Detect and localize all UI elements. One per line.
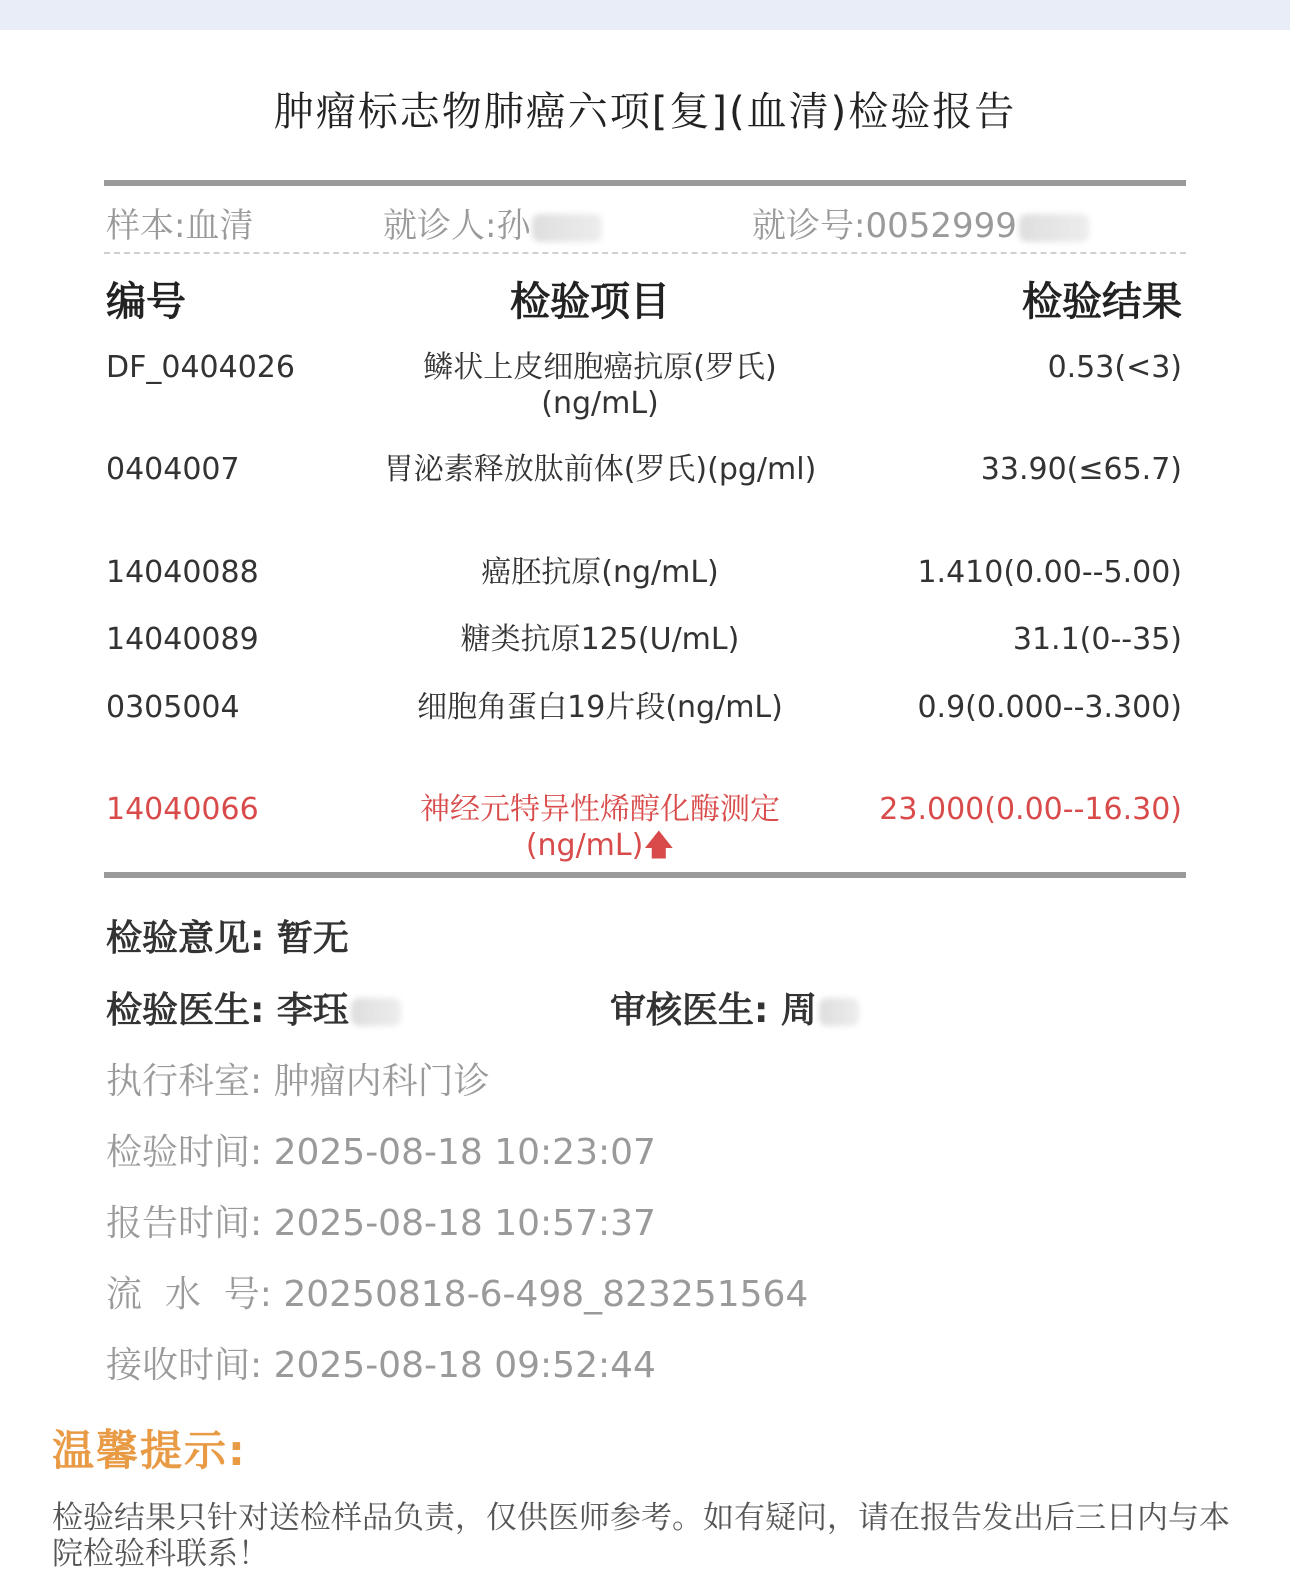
tips-title: 温馨提示:: [52, 1426, 247, 1475]
tips-text: 检验结果只针对送检样品负责，仅供医师参考。如有疑问，请在报告发出后三日内与本院检验科联系！: [52, 1500, 1230, 1572]
column-header-code: 编号: [106, 279, 186, 325]
table-row-item-abnormal: 神经元特异性烯醇化酶测定(ng/mL)🡅: [420, 792, 780, 863]
table-row-code-abnormal: 14040066: [106, 792, 259, 827]
test-opinion: 检验意见: 暂无: [106, 918, 349, 959]
table-row-code: 0305004: [106, 690, 240, 725]
sample-type: 样本:血清: [106, 206, 254, 246]
visit-number-field: [752, 198, 1089, 247]
patient-name: 就诊人:孙: [383, 206, 531, 246]
column-header-result: 检验结果: [1022, 279, 1182, 325]
table-row-code: 0404007: [106, 452, 240, 487]
table-row-result-abnormal: 23.000(0.00--16.30): [879, 792, 1182, 827]
column-header-item: 检验项目: [510, 279, 670, 325]
table-row-item: 癌胚抗原(ng/mL): [481, 555, 719, 590]
test-doctor-field: [106, 982, 401, 1033]
review-doctor-field: [610, 982, 859, 1033]
receive-time: 接收时间: 2025-08-18 09:52:44: [106, 1345, 656, 1386]
department: 执行科室: 肿瘤内科门诊: [106, 1061, 490, 1102]
page-title: 肿瘤标志物肺癌六项[复](血清)检验报告: [273, 89, 1017, 135]
table-row-result: 0.53(<3): [1047, 350, 1182, 385]
redaction-blur: [819, 998, 859, 1026]
report-time: 报告时间: 2025-08-18 10:57:37: [106, 1203, 656, 1244]
table-row-result: 0.9(0.000--3.300): [917, 690, 1182, 725]
table-row-item: 细胞角蛋白19片段(ng/mL): [417, 690, 783, 725]
table-row-result: 1.410(0.00--5.00): [917, 555, 1182, 590]
test-doctor: 检验医生: 李珏: [106, 990, 349, 1031]
table-row-code: DF_0404026: [106, 350, 295, 385]
info-divider: [104, 252, 1186, 254]
serial-number: 流 水 号: 20250818-6-498_823251564: [106, 1274, 809, 1315]
table-row-code: 14040089: [106, 622, 259, 657]
redaction-blur: [1019, 214, 1089, 242]
redaction-blur: [532, 214, 602, 242]
visit-number: 就诊号:0052999: [752, 206, 1017, 246]
top-status-bar: [0, 0, 1290, 30]
table-row-item: 胃泌素释放肽前体(罗氏)(pg/ml): [383, 452, 817, 487]
patient-name-field: [383, 198, 602, 247]
table-bottom-divider: [104, 872, 1186, 878]
table-row-item: 鳞状上皮细胞癌抗原(罗氏)(ng/mL): [423, 350, 777, 421]
review-doctor: 审核医生: 周: [610, 990, 817, 1031]
table-row-item: 糖类抗原125(U/mL): [460, 622, 740, 657]
header-divider: [104, 180, 1186, 186]
table-row-code: 14040088: [106, 555, 259, 590]
table-row-result: 33.90(≤65.7): [980, 452, 1182, 487]
test-time: 检验时间: 2025-08-18 10:23:07: [106, 1132, 656, 1173]
table-row-result: 31.1(0--35): [1012, 622, 1182, 657]
redaction-blur: [351, 998, 401, 1026]
